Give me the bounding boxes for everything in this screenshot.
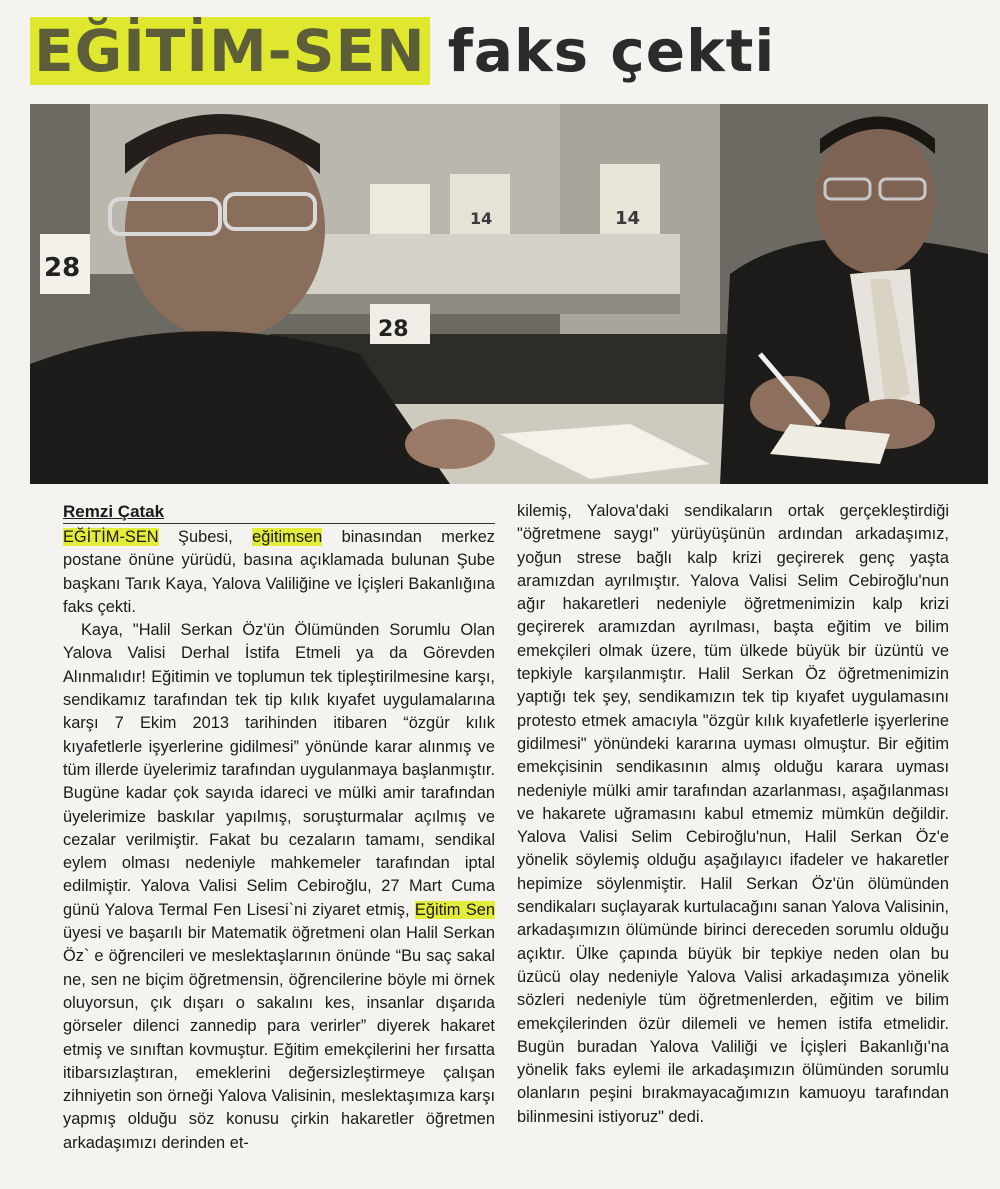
- highlight-egitimsen: eğitimsen: [252, 528, 323, 546]
- paragraph-3: kilemiş, Yalova'daki sendikaların ortak gerçekleştirdiği "öğretmene saygı" yürüyüşünün ardından arkadaşımız, yoğun strese bağlı kalp krizi geçirerek genç yaşta aramızdan ayrılmıştır. Yalova Valisi Selim Cebiroğlu'nun ağır hakaretleri nedeniyle öğretmenimizin kalp krizi geçirerek aramızdan ayrılması, başta eğitim ve bilim emekçileri olmak üzere, tüm ülkede büyük bir üzüntü ve tepkiyle karşılanmıştır. Halil Serkan Öz öğretmenimizin yaptığı tek şey, sendikamızın tek tip kıyafet uygulamasını protesto etmek amacıyla "özgür kılık kıyafetlerle işyerlerine gidilmesi" yönündeki kararına uyması olmuştur. Bir eğitim emekçisinin sendikasının almış olduğu karara uyması nedeniyle mülki amir tarafından azarlanması, aşağılanması ve hakarete uğramasını kabul etmemiz mümkün değildir. Yalova Valisi Selim Cebiroğlu'nun, Halil Serkan Öz'e yönelik söylemiş olduğu aşağılayıcı ifadeler ve hakaretler hepimize söylenmiştir. Halil Serkan Öz'ün ölümünden sendikaları suçlayarak kurtulacağını sanan Yalova Valisinin, arkadaşımızın ölümünde birinci dereceden sorumlu olduğu açıktır. Ülke çapında büyük bir tepkiye neden olan bu üzücü olay nedeniyle Yalova Valisi arkadaşımıza yönelik sözleri nedeniyle tüm öğretmenlerden, eğitim ve bilim emekçilerinden özür dilemeli ve hemen istifa etmelidir. Bugün buradan Yalova Valiliği ve İçişleri Bakanlığı'na yönelik faks eylemi ile arkadaşımızın ölümünden sorumlu olanların peşini bırakmayacağımızın kamuoyu tarafından bilinmesini istiyoruz" dedi.: [517, 502, 949, 1126]
- headline: [30, 8, 990, 94]
- paragraph-2: [63, 619, 495, 1155]
- article-column-1: [63, 500, 495, 1180]
- paragraph-1: [63, 526, 495, 619]
- paragraph-1-text-a: Şubesi,: [158, 528, 253, 546]
- photo-illustration: [30, 104, 988, 484]
- sign-28-center: 28: [378, 317, 409, 342]
- news-photo: [30, 104, 988, 484]
- highlight-egitim-sen-2: Eğitim Sen: [414, 900, 495, 919]
- article-column-2: [517, 500, 949, 1180]
- highlight-egitim-sen: EĞİTİM-SEN: [63, 528, 159, 546]
- paragraph-1-text-b: binasından merkez postane önüne yürüdü, basına açıklamada bulunan Şube başkanı Tarık Kaya, Yalova Valiliğine ve İçişleri Bakanlığına faks çekti.: [63, 528, 496, 616]
- paragraph-2-text-b: üyesi ve başarılı bir Matematik öğretmeni olan Halil Serkan Öz` e öğrencileri ve meslektaşlarının önünde “Bu saç sakal ne, sen ne biçim öğretmensin, öğrencilerine böyle mi örnek oluyorsun, çık dışarı o sakalını kes, insanlar dışarıda görseler dilenci zannedip para verirler” diyerek hakaret etmiş ve sınıftan kovmuştur. Eğitim emekçilerini her fırsatta itibarsızlaştıran, emeklerini değersizleştirmeye çalışan zihniyetin son örneği Yalova Valisinin, meslektaşımıza karşı yapmış olduğu söz konusu çirkin hakaretler öğretmen arkadaşımızı derinden et-: [63, 924, 495, 1152]
- sign-14-left: 14: [470, 209, 493, 228]
- headline-rest: faks çekti: [447, 17, 776, 85]
- byline: Remzi Çatak: [63, 500, 495, 524]
- paragraph-2-text-a: Kaya, "Halil Serkan Öz'ün Ölümünden Sorumlu Olan Yalova Valisi Derhal İstifa Etmeli ya da Görevden Alınmalıdır! Eğitimin ve toplumun tek tipleştirilmesine karşı, sendikamız tarafından tek tip kılık kıyafet uygulamalarına karşı 7 Ekim 2013 tarihinden itibaren “özgür kılık kıyafetlerle işyerlerine gidilmesi” yönünde karar alınmış ve tüm illerde üyelerimiz tarafından uygulanmaya başlanmıştır. Bugüne kadar çok sayıda idareci ve mülki amir tarafından üyelerimize baskılar yapılmış, soruşturmalar açılmış ve cezalar verilmiştir. Fakat bu cezaların tamamı, sendikal eylem olması nedeniyle mahkemeler tarafından iptal edilmiştir. Yalova Valisi Selim Cebiroğlu, 27 Mart Cuma günü Yalova Termal Fen Lisesi`ni ziyaret etmiş,: [63, 621, 495, 919]
- sign-14-right: 14: [615, 208, 641, 229]
- sign-28-left: 28: [44, 253, 81, 283]
- headline-highlighted: EĞİTİM-SEN: [30, 17, 430, 85]
- article-body: [63, 500, 993, 1180]
